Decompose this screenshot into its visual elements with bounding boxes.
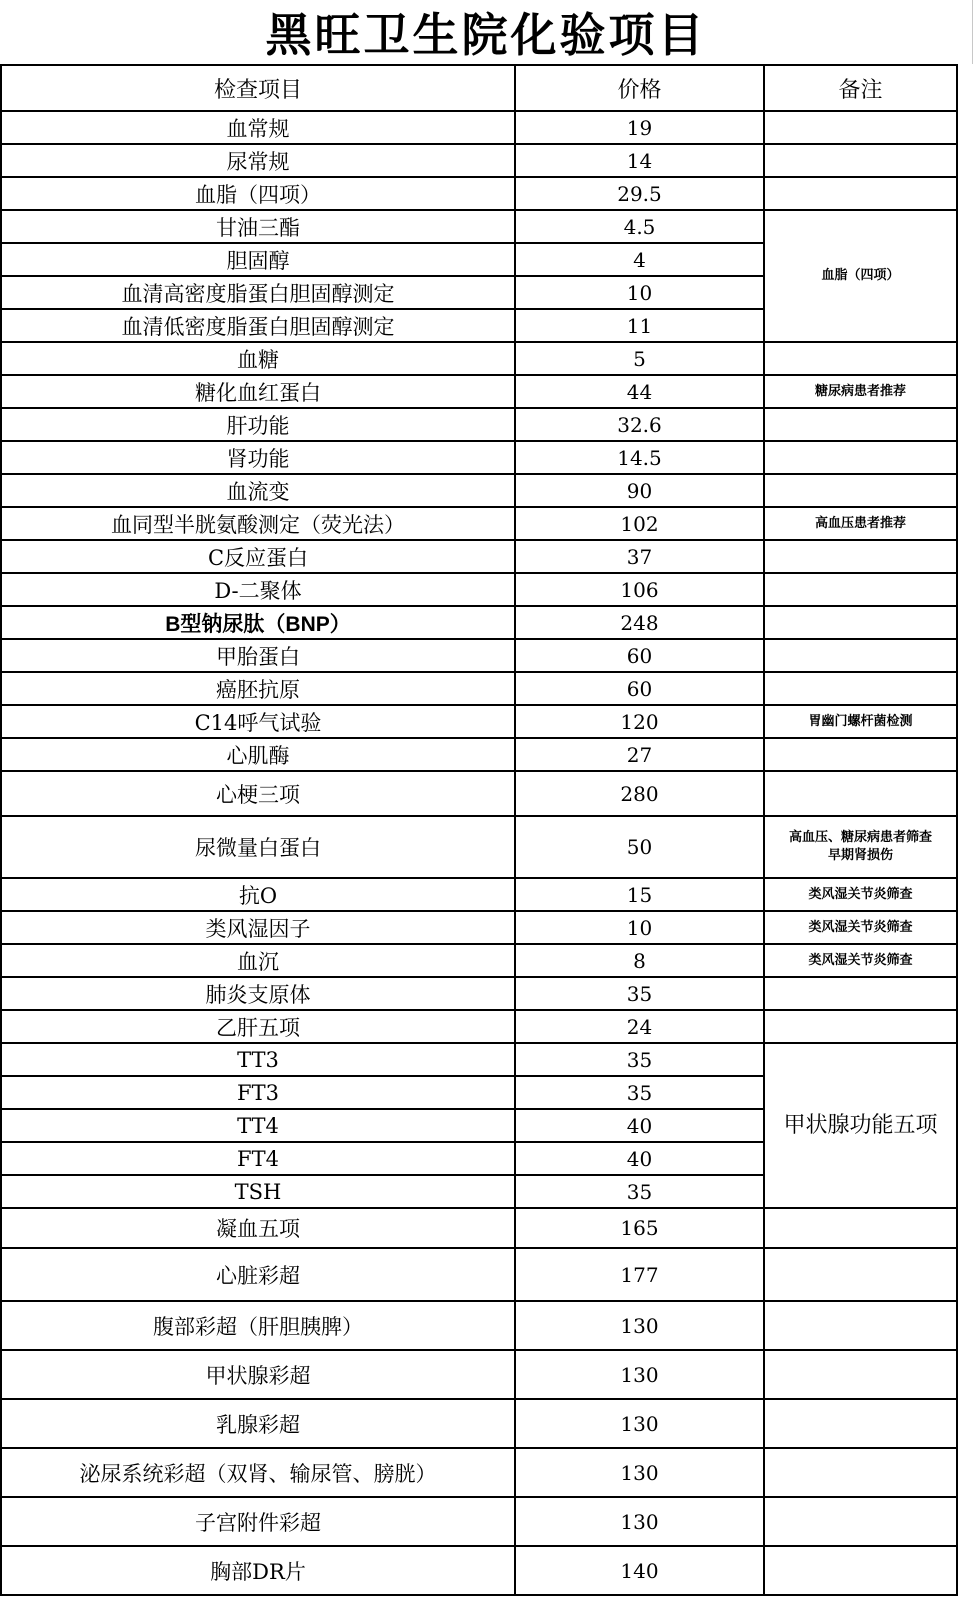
item-name: 血清高密度脂蛋白胆固醇测定 [1, 276, 515, 309]
table-row [1, 1208, 957, 1248]
item-name: TT4 [1, 1109, 515, 1142]
item-name: 肝功能 [1, 408, 515, 441]
item-note [764, 1208, 957, 1248]
item-name: 胸部DR片 [1, 1546, 515, 1595]
item-name: 心肌酶 [1, 738, 515, 771]
item-price: 102 [515, 507, 764, 540]
note-malb-line2: 早期肾损伤 [827, 848, 893, 863]
item-name: 糖化血红蛋白 [1, 375, 515, 408]
table-row [1, 1043, 957, 1076]
note-hba1c: 糖尿病患者推荐 [764, 375, 957, 408]
item-note [764, 1010, 957, 1043]
table-row [1, 816, 957, 878]
header-note: 备注 [764, 65, 957, 111]
item-price: 19 [515, 111, 764, 144]
table-row [1, 878, 957, 911]
item-note [764, 1301, 957, 1350]
item-price: 280 [515, 771, 764, 816]
item-price: 130 [515, 1399, 764, 1448]
table-row [1, 1301, 957, 1350]
item-name: 泌尿系统彩超（双肾、输尿管、膀胱） [1, 1448, 515, 1497]
note-lipid: 血脂（四项） [764, 210, 957, 342]
item-note [764, 144, 957, 177]
item-price: 60 [515, 639, 764, 672]
item-price: 35 [515, 977, 764, 1010]
table-row [1, 672, 957, 705]
item-price: 14 [515, 144, 764, 177]
item-name: 子宫附件彩超 [1, 1497, 515, 1546]
item-name: 尿常规 [1, 144, 515, 177]
note-malb-line1: 高血压、糖尿病患者筛查 [788, 830, 932, 845]
item-price: 90 [515, 474, 764, 507]
item-price: 8 [515, 944, 764, 977]
table-row [1, 705, 957, 738]
item-price: 11 [515, 309, 764, 342]
item-price: 40 [515, 1142, 764, 1175]
item-note [764, 606, 957, 639]
item-price: 50 [515, 816, 764, 878]
table-row [1, 210, 957, 243]
item-note [764, 1248, 957, 1301]
item-name: TSH [1, 1175, 515, 1208]
item-note [764, 738, 957, 771]
table-row [1, 977, 957, 1010]
table-row [1, 375, 957, 408]
item-price: 130 [515, 1448, 764, 1497]
header-price: 价格 [515, 65, 764, 111]
item-note [764, 639, 957, 672]
item-name: 乳腺彩超 [1, 1399, 515, 1448]
item-name: C14呼气试验 [1, 705, 515, 738]
item-price: 10 [515, 276, 764, 309]
item-price: 14.5 [515, 441, 764, 474]
item-name: 甲状腺彩超 [1, 1350, 515, 1399]
note-c14: 胃幽门螺杆菌检测 [764, 705, 957, 738]
item-name: 肺炎支原体 [1, 977, 515, 1010]
table-row [1, 540, 957, 573]
table-row [1, 573, 957, 606]
item-price: 177 [515, 1248, 764, 1301]
table-row [1, 1350, 957, 1399]
item-price: 35 [515, 1076, 764, 1109]
item-price: 120 [515, 705, 764, 738]
item-note [764, 177, 957, 210]
item-note [764, 771, 957, 816]
table-row [1, 342, 957, 375]
table-row [1, 911, 957, 944]
item-price: 35 [515, 1043, 764, 1076]
item-price: 24 [515, 1010, 764, 1043]
header-item: 检查项目 [1, 65, 515, 111]
item-price: 29.5 [515, 177, 764, 210]
item-name: 类风湿因子 [1, 911, 515, 944]
note-esr: 类风湿关节炎筛查 [764, 944, 957, 977]
table-row [1, 771, 957, 816]
item-name: 胆固醇 [1, 243, 515, 276]
item-name: FT4 [1, 1142, 515, 1175]
item-price: 130 [515, 1497, 764, 1546]
item-note [764, 441, 957, 474]
item-name: C反应蛋白 [1, 540, 515, 573]
item-name: 血常规 [1, 111, 515, 144]
table-row [1, 1546, 957, 1595]
note-aso: 类风湿关节炎筛查 [764, 878, 957, 911]
table-row [1, 738, 957, 771]
item-price: 130 [515, 1301, 764, 1350]
item-note [764, 672, 957, 705]
table-row [1, 606, 957, 639]
item-name: 甲胎蛋白 [1, 639, 515, 672]
item-name: 血流变 [1, 474, 515, 507]
table-row [1, 944, 957, 977]
item-note [764, 540, 957, 573]
item-price: 44 [515, 375, 764, 408]
item-name: 凝血五项 [1, 1208, 515, 1248]
item-price: 32.6 [515, 408, 764, 441]
item-name: B型钠尿肽（BNP） [1, 606, 515, 639]
item-name: 心梗三项 [1, 771, 515, 816]
note-malb [764, 816, 957, 878]
price-table [0, 64, 958, 1596]
item-note [764, 1350, 957, 1399]
table-row [1, 144, 957, 177]
item-note [764, 1448, 957, 1497]
item-note [764, 474, 957, 507]
table-row [1, 177, 957, 210]
item-price: 37 [515, 540, 764, 573]
table-row [1, 441, 957, 474]
item-name: FT3 [1, 1076, 515, 1109]
item-price: 130 [515, 1350, 764, 1399]
item-name: 血清低密度脂蛋白胆固醇测定 [1, 309, 515, 342]
item-price: 60 [515, 672, 764, 705]
item-price: 5 [515, 342, 764, 375]
table-row [1, 507, 957, 540]
item-price: 140 [515, 1546, 764, 1595]
item-name: 甘油三酯 [1, 210, 515, 243]
item-note [764, 408, 957, 441]
item-name: 血脂（四项） [1, 177, 515, 210]
table-row [1, 111, 957, 144]
item-name: 腹部彩超（肝胆胰脾） [1, 1301, 515, 1350]
item-price: 10 [515, 911, 764, 944]
item-price: 4 [515, 243, 764, 276]
item-price: 15 [515, 878, 764, 911]
item-name: 心脏彩超 [1, 1248, 515, 1301]
item-price: 40 [515, 1109, 764, 1142]
item-price: 27 [515, 738, 764, 771]
item-note [764, 573, 957, 606]
item-name: 乙肝五项 [1, 1010, 515, 1043]
item-name: TT3 [1, 1043, 515, 1076]
item-name: 抗O [1, 878, 515, 911]
item-price: 35 [515, 1175, 764, 1208]
item-note [764, 1546, 957, 1595]
item-note [764, 1497, 957, 1546]
item-price: 106 [515, 573, 764, 606]
item-note [764, 977, 957, 1010]
table-row [1, 1010, 957, 1043]
note-hcy: 高血压患者推荐 [764, 507, 957, 540]
note-rf: 类风湿关节炎筛查 [764, 911, 957, 944]
table-row [1, 1399, 957, 1448]
table-row [1, 408, 957, 441]
table-row [1, 639, 957, 672]
header-row [1, 65, 957, 111]
item-price: 165 [515, 1208, 764, 1248]
item-name: 血沉 [1, 944, 515, 977]
item-price: 248 [515, 606, 764, 639]
table-row [1, 474, 957, 507]
item-note [764, 342, 957, 375]
item-name: D-二聚体 [1, 573, 515, 606]
item-price: 4.5 [515, 210, 764, 243]
item-note [764, 111, 957, 144]
note-thyroid: 甲状腺功能五项 [764, 1043, 957, 1208]
table-row [1, 1248, 957, 1301]
item-name: 血同型半胱氨酸测定（荧光法） [1, 507, 515, 540]
table-row [1, 1448, 957, 1497]
page-title: 黑旺卫生院化验项目 [0, 0, 973, 64]
item-name: 肾功能 [1, 441, 515, 474]
item-note [764, 1399, 957, 1448]
table-row [1, 1497, 957, 1546]
item-name: 血糖 [1, 342, 515, 375]
item-name: 癌胚抗原 [1, 672, 515, 705]
item-name: 尿微量白蛋白 [1, 816, 515, 878]
